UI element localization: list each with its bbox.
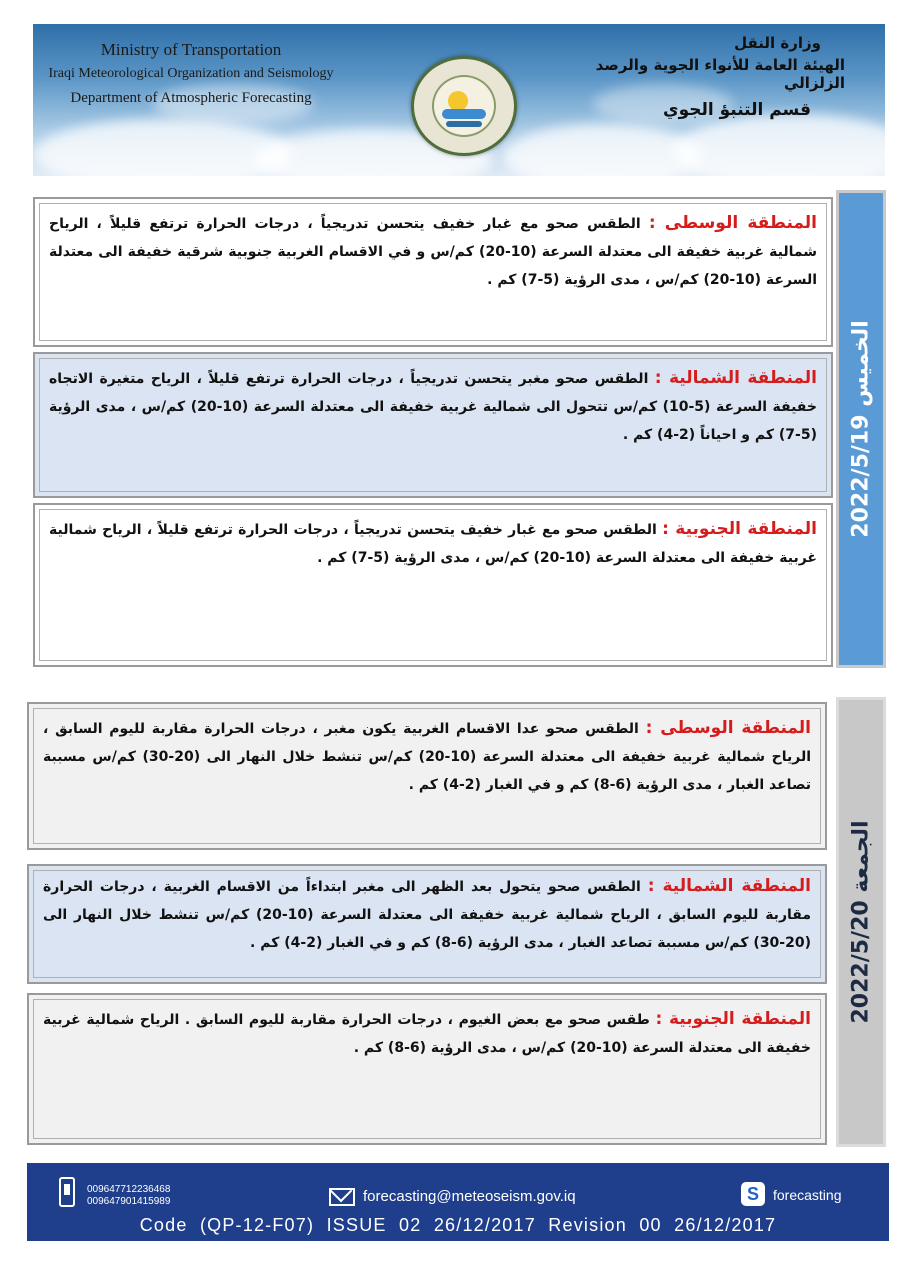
region-title: المنطقة الوسطى :	[645, 718, 811, 738]
letterhead-banner	[33, 24, 885, 176]
forecast-text: الطقس صحو يتحول بعد الظهر الى مغبر ابتداءاً من الاقسام الغربية ، درجات الحرارة مقاربة لليوم السابق ، الرياح شمالية غربية خفيفة الى معتدلة السرعة (10-20) كم/س تنشط خلال النهار الى (20-30) كم/س مسببة تصاعد الغبار ، مدى الرؤية (6-8) كم و في الغبار (2-4) كم .	[43, 879, 812, 951]
forecast-box-central	[27, 702, 827, 850]
contact-footer	[27, 1163, 889, 1241]
forecast-box-south	[27, 993, 827, 1145]
region-title: المنطقة الجنوبية :	[662, 519, 817, 539]
forecast-box-central	[33, 197, 833, 347]
forecast-text: الطقس صحو مع غبار خفيف يتحسن تدريجياً ، درجات الحرارة ترتفع قليلاً ، الرياح شمالية غربية خفيفة الى معتدلة السرعة (10-20) كم/س ، مدى الرؤية (5-7) كم .	[49, 522, 817, 566]
region-title: المنطقة الشمالية :	[654, 368, 817, 388]
organization-logo	[411, 56, 517, 156]
region-title: المنطقة الجنوبية :	[655, 1009, 811, 1029]
region-title: المنطقة الوسطى :	[648, 213, 817, 233]
document-code: Code (QP-12-F07) ISSUE 02 26/12/2017 Revision 00 26/12/2017	[139, 1215, 777, 1235]
forecast-box-north	[27, 864, 827, 984]
forecast-text: الطقس صحو عدا الاقسام الغربية يكون مغبر ، درجات الحرارة مقاربة لليوم السابق ، الرياح شمالية غربية خفيفة الى معتدلة السرعة (10-20) كم/س تنشط خلال النهار الى (20-30) كم/س مسببة تصاعد الغبار ، مدى الرؤية (6-8) كم و في الغبار (2-4) كم .	[43, 721, 812, 793]
day-band-thursday	[836, 190, 886, 668]
skype-handle[interactable]: forecasting	[773, 1187, 842, 1203]
department-name-en: Department of Atmospheric Forecasting	[70, 90, 312, 106]
organization-name-ar: الهيئة العامة للأنواء الجوية والرصد الزلزالي	[595, 56, 845, 92]
forecast-box-south	[33, 503, 833, 667]
organization-name-en: Iraqi Meteorological Organization and Seismology	[48, 66, 334, 81]
mail-icon	[329, 1188, 355, 1206]
forecast-box-north	[33, 352, 833, 498]
forecast-text: طقس صحو مع بعض الغيوم ، درجات الحرارة مقاربة لليوم السابق . الرياح شمالية غربية خفيفة الى معتدلة السرعة (10-20) كم/س ، مدى الرؤية (6-8) كم .	[43, 1012, 811, 1056]
arabic-letterhead	[545, 34, 845, 120]
day-band-friday	[836, 697, 886, 1147]
day-label: الخميس 2022/5/19	[848, 320, 874, 538]
day-label: الجمعة 2022/5/20	[848, 820, 874, 1024]
forecast-text: الطقس صحو مغبر يتحسن تدريجياً ، درجات الحرارة ترتفع قليلاً ، الرياح متغيرة الاتجاه خفيفة السرعة (5-10) كم/س تتحول الى شمالية غربية خفيفة الى معتدلة السرعة (10-20) كم/س ، مدى الرؤية (5-7) كم و احياناً (2-4) كم .	[49, 371, 817, 443]
ministry-name-ar: وزارة النقل	[734, 34, 821, 52]
phone-number: 009647712236468	[87, 1184, 171, 1195]
forecast-text: الطقس صحو مع غبار خفيف يتحسن تدريجياً ، درجات الحرارة ترتفع قليلاً ، الرياح شمالية غربية خفيفة الى معتدلة السرعة (10-20) كم/س و في الاقسام الغربية جنوبية شرقية خفيفة الى معتدلة السرعة (10-20) كم/س ، مدى الرؤية (5-7) كم .	[49, 216, 817, 288]
english-letterhead	[41, 38, 341, 110]
email-address[interactable]: forecasting@meteoseism.gov.iq	[363, 1188, 576, 1205]
region-title: المنطقة الشمالية :	[647, 876, 812, 896]
phone-number: 009647901415989	[87, 1196, 171, 1207]
phone-icon	[59, 1177, 75, 1207]
phone-numbers	[87, 1184, 170, 1208]
department-name-ar: قسم التنبؤ الجوي	[663, 100, 811, 120]
skype-icon: S	[741, 1182, 765, 1206]
ministry-name-en: Ministry of Transportation	[100, 40, 282, 59]
